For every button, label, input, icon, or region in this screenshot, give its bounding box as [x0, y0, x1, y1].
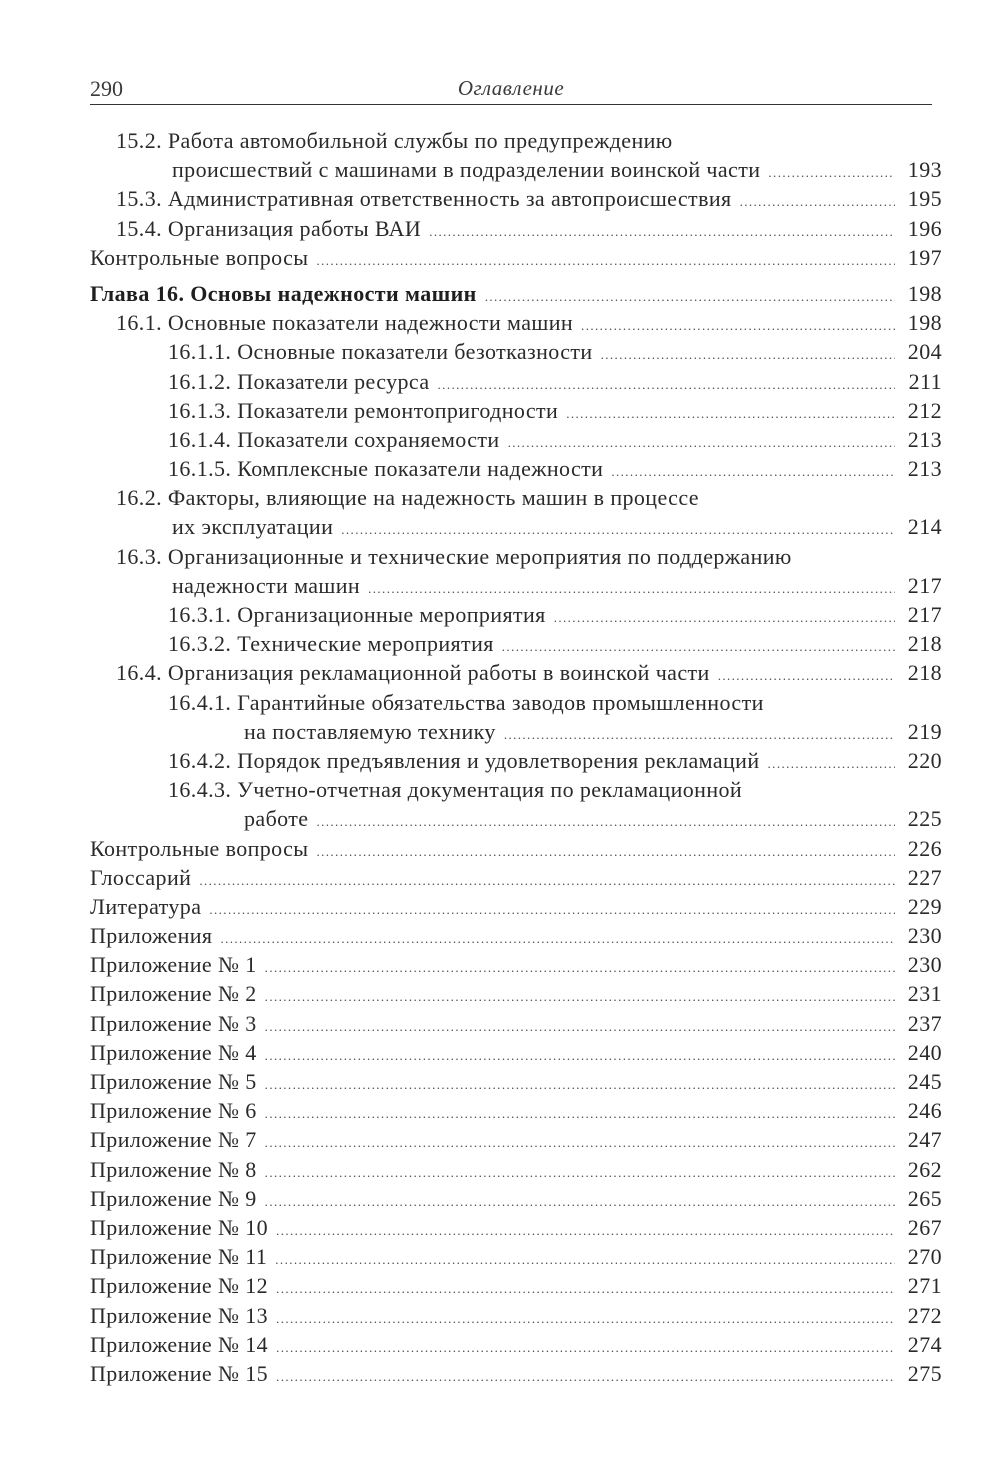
entry-page: 272: [907, 1302, 942, 1328]
entry-title: Основные показатели безотказности: [237, 339, 593, 365]
entry-title: Показатели ресурса: [237, 368, 430, 394]
dot-leader: [265, 1012, 895, 1041]
entry-page: 196: [907, 215, 942, 241]
entry-number: 16.1.1.: [168, 339, 232, 365]
toc-entry-16-4: [90, 658, 942, 687]
toc-entry-appendix: [90, 1125, 942, 1154]
entry-page: 198: [907, 310, 942, 336]
toc-entry-appendix: [90, 1155, 942, 1184]
entry-title: Комплексные показатели надежности: [237, 456, 604, 482]
entry-page: 218: [907, 631, 942, 657]
toc-entry-appendix: [90, 950, 942, 979]
entry-title: Приложения: [90, 923, 213, 949]
entry-number: 16.3.1.: [168, 602, 232, 627]
toc-entry-16-3-2: [90, 629, 942, 658]
toc-entry-16-4-1: [90, 688, 942, 746]
toc-entry-16-3-1: [90, 600, 942, 629]
entry-page: 198: [907, 280, 942, 306]
entry-page: 237: [907, 1010, 942, 1036]
entry-title: Приложение № 1: [90, 952, 257, 978]
entry-page: 214: [907, 514, 942, 540]
running-title: Оглавление: [457, 76, 565, 100]
table-of-contents: [90, 126, 942, 1388]
entry-title: Контрольные вопросы: [90, 244, 309, 270]
entry-number: 16.4.3.: [168, 777, 232, 803]
entry-title: Работа автомобильной службы по предупреждению: [167, 128, 673, 153]
entry-page: 213: [907, 456, 942, 482]
entry-title-continued: надежности машин: [172, 572, 361, 598]
entry-title: Приложение № 10: [90, 1214, 269, 1240]
dot-leader: [265, 1187, 895, 1216]
entry-title: Организационные и технические мероприятия по поддержанию: [167, 543, 792, 569]
entry-number: 16.1.: [116, 310, 162, 336]
dot-leader: [316, 807, 895, 836]
dot-leader: [209, 895, 895, 924]
entry-title: Приложение № 12: [90, 1273, 269, 1299]
entry-title: Приложение № 8: [90, 1156, 257, 1182]
entry-title: Приложение № 2: [90, 981, 257, 1007]
entry-page: 229: [907, 893, 942, 919]
toc-entry-16-4-2: [90, 746, 942, 775]
entry-page: 218: [907, 660, 942, 686]
entry-page: 262: [907, 1156, 942, 1182]
entry-number: 16.1.4.: [168, 426, 232, 452]
entry-title: Факторы, влияющие на надежность машин в процессе: [167, 485, 699, 511]
toc-entry-appendix: [90, 1009, 942, 1038]
entry-title: Приложение № 5: [90, 1069, 257, 1094]
entry-title: Приложение № 7: [90, 1127, 257, 1153]
dot-leader: [276, 1274, 895, 1303]
toc-entry-review-questions: [90, 243, 942, 272]
toc-entry-appendices: [90, 921, 942, 950]
entry-title: Организация рекламационной работы в воинской части: [167, 660, 710, 686]
toc-entry-glossary: [90, 863, 942, 892]
entry-title: Приложение № 15: [90, 1360, 269, 1386]
entry-page: 225: [907, 806, 942, 832]
entry-number: 15.3.: [116, 186, 162, 212]
toc-entry-appendix: [90, 1359, 942, 1388]
entry-title: Гарантийные обязательства заводов промышленности: [237, 689, 764, 715]
dot-leader: [341, 515, 895, 544]
entry-page: 226: [907, 835, 942, 861]
entry-title: Приложение № 14: [90, 1331, 269, 1357]
entry-title: Приложение № 3: [90, 1010, 257, 1036]
dot-leader: [581, 311, 895, 340]
entry-title-continued: работе: [244, 806, 309, 832]
entry-title: Организация работы ВАИ: [167, 215, 422, 241]
entry-number: 15.4.: [116, 215, 162, 241]
dot-leader: [566, 399, 895, 428]
entry-page: 230: [907, 923, 942, 949]
entry-page: 227: [907, 864, 942, 890]
toc-entry-appendix: [90, 1184, 942, 1213]
toc-entry-review-questions: [90, 834, 942, 863]
entry-title: Порядок предъявления и удовлетворения рекламаций: [237, 747, 760, 773]
dot-leader: [276, 1362, 895, 1391]
dot-leader: [265, 1070, 895, 1099]
entry-page: 204: [907, 339, 942, 365]
entry-page: 274: [907, 1331, 942, 1357]
entry-number: 16.1.3.: [168, 397, 232, 423]
entry-page: 197: [907, 244, 942, 270]
dot-leader: [199, 866, 895, 895]
entry-title: Основные показатели надежности машин: [167, 310, 574, 336]
dot-leader: [316, 837, 895, 866]
entry-page: 213: [907, 426, 942, 452]
dot-leader: [502, 632, 895, 661]
page-header: [90, 74, 932, 105]
toc-entry-16-1-5: [90, 454, 942, 483]
entry-title: Приложение № 13: [90, 1302, 269, 1328]
dot-leader: [554, 603, 895, 632]
dot-leader: [768, 749, 895, 778]
toc-entry-appendix: [90, 1271, 942, 1300]
entry-page: 271: [907, 1273, 942, 1299]
toc-entry-16-1: [90, 308, 942, 337]
dot-leader: [265, 1128, 895, 1157]
entry-page: 193: [907, 157, 942, 183]
entry-title-continued: на поставляемую технику: [244, 718, 496, 744]
dot-leader: [508, 428, 895, 457]
entry-page: 219: [907, 718, 942, 744]
toc-entry-15-2: [90, 126, 942, 184]
entry-title: Организационные мероприятия: [237, 602, 546, 627]
toc-entry-appendix: [90, 1213, 942, 1242]
entry-title: Глоссарий: [90, 864, 192, 890]
dot-leader: [504, 720, 895, 749]
dot-leader: [265, 1099, 895, 1128]
entry-page: 265: [907, 1185, 942, 1211]
toc-entry-appendix: [90, 979, 942, 1008]
dot-leader: [316, 246, 895, 275]
toc-entry-appendix: [90, 1301, 942, 1330]
entry-number: 16.4.2.: [168, 747, 232, 773]
entry-title: Приложение № 4: [90, 1039, 257, 1065]
toc-entry-appendix: [90, 1067, 942, 1096]
dot-leader: [611, 457, 895, 486]
entry-title: Показатели сохраняемости: [237, 426, 500, 452]
dot-leader: [429, 217, 895, 246]
entry-number: 16.1.5.: [168, 456, 232, 482]
toc-entry-16-2: [90, 483, 942, 541]
toc-entry-appendix: [90, 1330, 942, 1359]
entry-page: 240: [907, 1039, 942, 1065]
dot-leader: [275, 1245, 895, 1274]
toc-entry-appendix: [90, 1096, 942, 1125]
toc-entry-16-1-4: [90, 425, 942, 454]
entry-number: 15.2.: [116, 128, 162, 153]
entry-page: 267: [907, 1214, 942, 1240]
entry-page: 275: [907, 1360, 942, 1386]
dot-leader: [438, 370, 895, 399]
entry-title: Приложение № 6: [90, 1098, 257, 1124]
entry-page: 217: [907, 572, 942, 598]
toc-entry-appendix: [90, 1038, 942, 1067]
dot-leader: [718, 661, 895, 690]
entry-page: 195: [907, 186, 942, 212]
dot-leader: [368, 574, 895, 603]
dot-leader: [276, 1333, 895, 1362]
dot-leader: [601, 340, 895, 369]
dot-leader: [265, 1158, 895, 1187]
entry-page: 270: [907, 1244, 942, 1270]
toc-entry-16-1-1: [90, 337, 942, 366]
dot-leader: [768, 158, 895, 187]
toc-entry-16-1-3: [90, 396, 942, 425]
entry-page: 211: [908, 368, 942, 394]
toc-entry-15-4: [90, 214, 942, 243]
entry-title: Приложение № 9: [90, 1185, 257, 1211]
entry-page: 231: [907, 981, 942, 1007]
entry-page: 245: [907, 1069, 942, 1094]
dot-leader: [265, 953, 895, 982]
entry-number: 16.4.: [116, 660, 162, 686]
entry-page: 246: [907, 1098, 942, 1124]
entry-number: 16.3.: [116, 543, 162, 569]
page-number: 290: [90, 76, 123, 101]
dot-leader: [265, 982, 895, 1011]
entry-number: 16.1.2.: [168, 368, 232, 394]
dot-leader: [740, 187, 895, 216]
toc-entry-appendix: [90, 1242, 942, 1271]
entry-title: Учетно-отчетная документация по рекламационной: [237, 777, 743, 803]
dot-leader: [265, 1041, 895, 1070]
entry-number: 16.3.2.: [168, 631, 232, 657]
entry-page: 230: [907, 952, 942, 978]
chapter-number: Глава 16.: [90, 280, 185, 306]
entry-title: Административная ответственность за автопроисшествия: [167, 186, 732, 212]
dot-leader: [220, 924, 895, 953]
entry-title-continued: происшествий с машинами в подразделении воинской части: [172, 157, 761, 183]
toc-entry-15-3: [90, 184, 942, 213]
entry-title: Литература: [90, 893, 202, 919]
entry-page: 217: [907, 602, 942, 627]
entry-title: Контрольные вопросы: [90, 835, 309, 861]
entry-title: Технические мероприятия: [237, 631, 494, 657]
toc-entry-16-4-3: [90, 775, 942, 833]
entry-number: 16.4.1.: [168, 689, 232, 715]
dot-leader: [485, 282, 895, 311]
dot-leader: [276, 1304, 895, 1333]
entry-page: 220: [907, 747, 942, 773]
toc-entry-chapter-16: [90, 279, 942, 308]
entry-page: 212: [907, 397, 942, 423]
toc-entry-literature: [90, 892, 942, 921]
entry-page: 247: [907, 1127, 942, 1153]
chapter-title: Основы надежности машин: [190, 280, 477, 306]
entry-title: Показатели ремонтопригодности: [237, 397, 559, 423]
entry-title: Приложение № 11: [90, 1244, 268, 1270]
toc-entry-16-3: [90, 542, 942, 600]
entry-number: 16.2.: [116, 485, 162, 511]
entry-title-continued: их эксплуатации: [172, 514, 334, 540]
toc-entry-16-1-2: [90, 367, 942, 396]
dot-leader: [276, 1216, 895, 1245]
